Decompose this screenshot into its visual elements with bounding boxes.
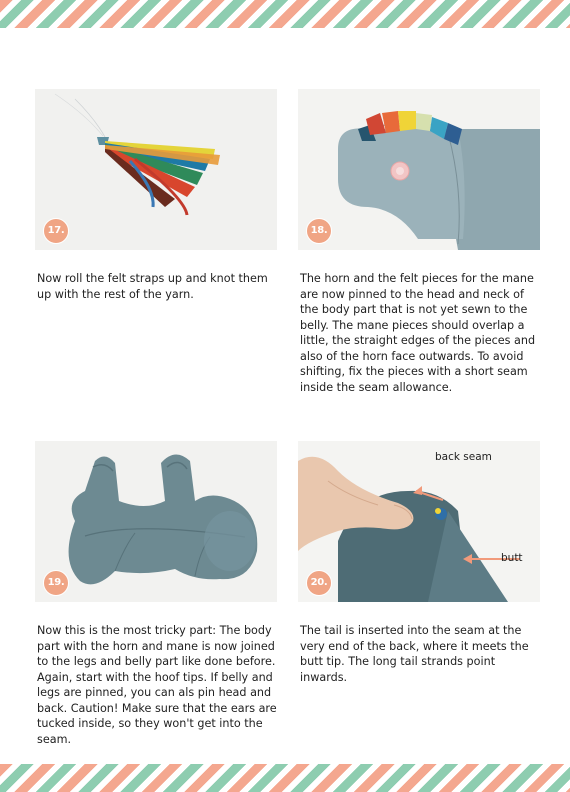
step-17-photo	[35, 89, 277, 250]
decorative-stripe-top	[0, 0, 570, 28]
step-19-instructions: Now this is the most tricky part: The body part with the horn and mane is now joined to the legs and belly part like done before. Again, start with the hoof tips. If belly and legs are pinned, you can als pin head and back. Caution! Make sure that the ears are tucked inside, so they won't get into the seam.	[37, 624, 277, 746]
step-18-badge: 18.	[306, 218, 332, 244]
step-20-badge: 20.	[306, 570, 332, 596]
step-18-photo	[298, 89, 540, 250]
step-17-badge: 17.	[43, 218, 69, 244]
step-19-badge: 19.	[43, 570, 69, 596]
step-20-photo	[298, 441, 540, 602]
step-20-instructions: The tail is inserted into the seam at the very end of the back, where it meets the butt tip. The long tail strands point inwards.	[300, 624, 529, 684]
step-17-instructions: Now roll the felt straps up and knot them up with the rest of the yarn.	[37, 272, 268, 301]
step-19-photo	[35, 441, 277, 602]
step-18-instructions: The horn and the felt pieces for the mane are now pinned to the head and neck of the body part that is not yet sewn to the belly. The mane pieces should overlap a little, the straight edges of the pieces and also of the horn face outwards. To avoid shifting, fix the pieces with a short seam inside the seam allowance.	[300, 272, 536, 394]
callout-butt: butt	[501, 552, 523, 564]
decorative-stripe-bottom	[0, 764, 570, 792]
callout-back-seam: back seam	[435, 451, 492, 463]
